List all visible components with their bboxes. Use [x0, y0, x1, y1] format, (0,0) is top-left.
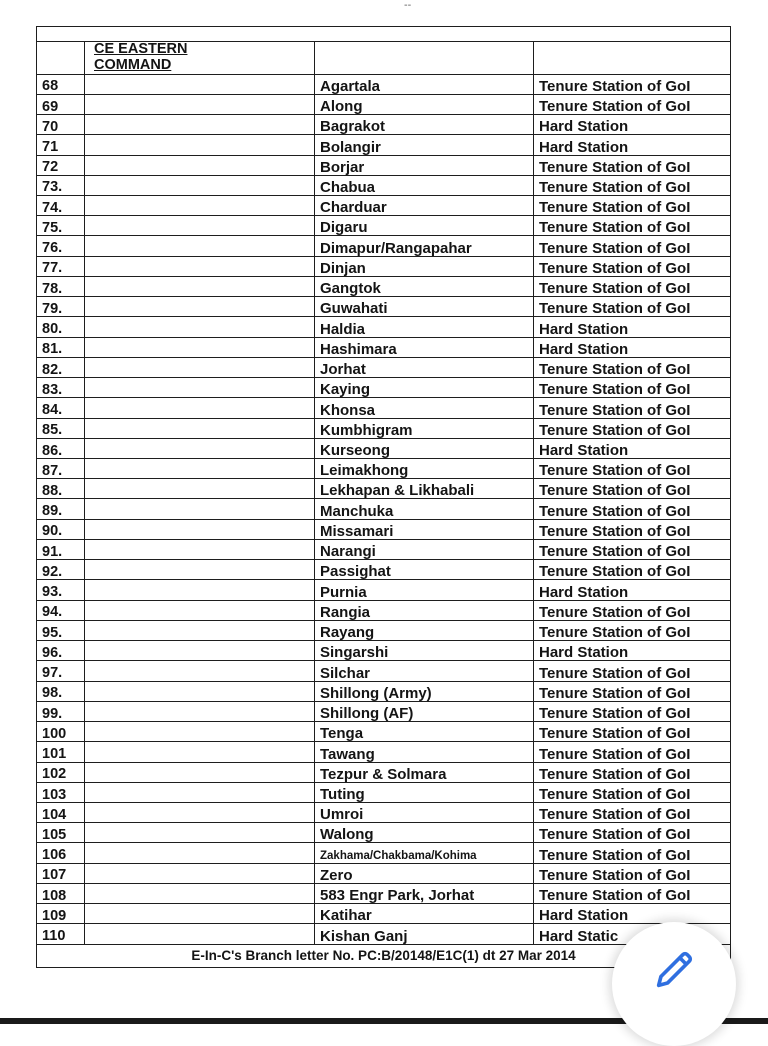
row-number: 95.	[37, 620, 85, 640]
row-number: 80.	[37, 317, 85, 337]
station-name: Purnia	[315, 580, 534, 600]
station-classification: Tenure Station of GoI	[534, 863, 731, 883]
command-cell	[85, 701, 315, 721]
command-cell	[85, 904, 315, 924]
station-classification: Tenure Station of GoI	[534, 418, 731, 438]
command-cell	[85, 762, 315, 782]
row-number: 73.	[37, 175, 85, 195]
row-number: 107	[37, 863, 85, 883]
command-cell	[85, 620, 315, 640]
station-name: Tawang	[315, 742, 534, 762]
edit-button[interactable]	[612, 922, 736, 1046]
command-cell	[85, 337, 315, 357]
row-number: 109	[37, 904, 85, 924]
station-name: Katihar	[315, 904, 534, 924]
station-name: Passighat	[315, 560, 534, 580]
station-name: Bagrakot	[315, 115, 534, 135]
station-name: Chabua	[315, 175, 534, 195]
station-name: Narangi	[315, 539, 534, 559]
table-row	[37, 74, 731, 94]
station-name: Tuting	[315, 782, 534, 802]
table-row	[37, 155, 731, 175]
station-name: Zero	[315, 863, 534, 883]
row-number: 94.	[37, 600, 85, 620]
station-name: Charduar	[315, 195, 534, 215]
table-row	[37, 883, 731, 903]
row-number: 81.	[37, 337, 85, 357]
command-cell	[85, 459, 315, 479]
station-name: Guwahati	[315, 297, 534, 317]
row-number: 71	[37, 135, 85, 155]
row-number: 72	[37, 155, 85, 175]
station-name: Bolangir	[315, 135, 534, 155]
command-cell	[85, 580, 315, 600]
row-number: 85.	[37, 418, 85, 438]
table-row	[37, 823, 731, 843]
station-classification: Tenure Station of GoI	[534, 499, 731, 519]
station-classification: Hard Station	[534, 904, 731, 924]
command-cell	[85, 843, 315, 863]
station-name: 583 Engr Park, Jorhat	[315, 883, 534, 903]
row-number: 105	[37, 823, 85, 843]
row-number: 70	[37, 115, 85, 135]
command-cell	[85, 924, 315, 944]
command-cell	[85, 74, 315, 94]
table-row	[37, 560, 731, 580]
command-cell	[85, 560, 315, 580]
table-row	[37, 681, 731, 701]
station-table	[36, 26, 731, 968]
station-classification: Tenure Station of GoI	[534, 357, 731, 377]
station-name: Agartala	[315, 74, 534, 94]
station-name: Shillong (Army)	[315, 681, 534, 701]
table-row	[37, 620, 731, 640]
station-classification: Tenure Station of GoI	[534, 539, 731, 559]
command-cell	[85, 539, 315, 559]
row-number: 78.	[37, 276, 85, 296]
row-number: 83.	[37, 378, 85, 398]
command-cell	[85, 600, 315, 620]
table-row	[37, 843, 731, 863]
station-name: Gangtok	[315, 276, 534, 296]
row-number: 75.	[37, 216, 85, 236]
station-classification: Tenure Station of GoI	[534, 600, 731, 620]
row-number: 98.	[37, 681, 85, 701]
table-top-strip	[37, 27, 731, 42]
table-row	[37, 701, 731, 721]
station-classification: Hard Station	[534, 115, 731, 135]
station-classification: Tenure Station of GoI	[534, 782, 731, 802]
station-name: Missamari	[315, 519, 534, 539]
station-classification: Hard Station	[534, 317, 731, 337]
table-row	[37, 803, 731, 823]
row-number: 96.	[37, 641, 85, 661]
command-cell	[85, 681, 315, 701]
station-name: Rangia	[315, 600, 534, 620]
station-classification: Tenure Station of GoI	[534, 378, 731, 398]
station-classification: Tenure Station of GoI	[534, 256, 731, 276]
table-row	[37, 337, 731, 357]
table-row	[37, 195, 731, 215]
table-row	[37, 904, 731, 924]
footer-reference: E-In-C's Branch letter No. PC:B/20148/E1C(1) dt 27 Mar 2014	[37, 944, 731, 967]
station-name: Singarshi	[315, 641, 534, 661]
row-number: 100	[37, 722, 85, 742]
row-number: 99.	[37, 701, 85, 721]
table-row	[37, 236, 731, 256]
command-cell	[85, 519, 315, 539]
station-classification: Hard Static	[534, 924, 731, 944]
row-number: 89.	[37, 499, 85, 519]
command-cell	[85, 782, 315, 802]
command-cell	[85, 276, 315, 296]
station-name: Dinjan	[315, 256, 534, 276]
table-row	[37, 722, 731, 742]
command-cell	[85, 398, 315, 418]
station-classification: Tenure Station of GoI	[534, 297, 731, 317]
station-name: Shillong (AF)	[315, 701, 534, 721]
row-number: 103	[37, 782, 85, 802]
station-classification: Tenure Station of GoI	[534, 560, 731, 580]
row-number: 108	[37, 883, 85, 903]
station-name: Hashimara	[315, 337, 534, 357]
station-name: Zakhama/Chakbama/Kohima	[315, 843, 534, 863]
table-row	[37, 398, 731, 418]
station-classification: Hard Station	[534, 337, 731, 357]
row-number: 68	[37, 74, 85, 94]
command-cell	[85, 297, 315, 317]
station-name: Walong	[315, 823, 534, 843]
station-name: Umroi	[315, 803, 534, 823]
station-name: Dimapur/Rangapahar	[315, 236, 534, 256]
station-classification: Tenure Station of GoI	[534, 722, 731, 742]
station-classification: Hard Station	[534, 641, 731, 661]
row-number: 82.	[37, 357, 85, 377]
station-name: Borjar	[315, 155, 534, 175]
command-cell	[85, 863, 315, 883]
table-row	[37, 479, 731, 499]
station-classification: Tenure Station of GoI	[534, 681, 731, 701]
table-row	[37, 175, 731, 195]
table-row	[37, 378, 731, 398]
station-classification: Hard Station	[534, 135, 731, 155]
row-number: 88.	[37, 479, 85, 499]
table-row	[37, 499, 731, 519]
command-heading-line-2: COMMAND	[94, 56, 172, 73]
table-row	[37, 256, 731, 276]
command-cell	[85, 216, 315, 236]
station-classification: Tenure Station of GoI	[534, 742, 731, 762]
command-cell	[85, 883, 315, 903]
station-name: Silchar	[315, 661, 534, 681]
table-row	[37, 580, 731, 600]
table-row	[37, 519, 731, 539]
table-row	[37, 742, 731, 762]
station-classification: Tenure Station of GoI	[534, 459, 731, 479]
command-cell	[85, 823, 315, 843]
station-classification: Tenure Station of GoI	[534, 94, 731, 114]
station-classification: Tenure Station of GoI	[534, 519, 731, 539]
command-cell	[85, 317, 315, 337]
top-mark: --	[404, 0, 412, 11]
row-number: 102	[37, 762, 85, 782]
station-name: Kumbhigram	[315, 418, 534, 438]
station-name: Leimakhong	[315, 459, 534, 479]
table-row	[37, 641, 731, 661]
table-row	[37, 94, 731, 114]
station-classification: Tenure Station of GoI	[534, 236, 731, 256]
row-number: 91.	[37, 539, 85, 559]
table-row	[37, 115, 731, 135]
row-number: 97.	[37, 661, 85, 681]
command-cell	[85, 175, 315, 195]
station-name: Digaru	[315, 216, 534, 236]
station-classification: Tenure Station of GoI	[534, 661, 731, 681]
command-cell	[85, 135, 315, 155]
command-cell	[85, 195, 315, 215]
station-name: Kaying	[315, 378, 534, 398]
command-cell	[85, 499, 315, 519]
table-row	[37, 418, 731, 438]
station-name: Tezpur & Solmara	[315, 762, 534, 782]
station-name: Along	[315, 94, 534, 114]
row-number: 87.	[37, 459, 85, 479]
station-name: Haldia	[315, 317, 534, 337]
command-cell	[85, 357, 315, 377]
station-name: Kishan Ganj	[315, 924, 534, 944]
table-row	[37, 438, 731, 458]
station-name: Khonsa	[315, 398, 534, 418]
command-cell	[85, 155, 315, 175]
row-number: 76.	[37, 236, 85, 256]
command-cell	[85, 641, 315, 661]
command-cell	[85, 722, 315, 742]
command-cell	[85, 115, 315, 135]
station-name: Rayang	[315, 620, 534, 640]
table-row	[37, 317, 731, 337]
row-number: 69	[37, 94, 85, 114]
station-name: Jorhat	[315, 357, 534, 377]
row-number: 101	[37, 742, 85, 762]
table-row	[37, 216, 731, 236]
station-classification: Tenure Station of GoI	[534, 155, 731, 175]
station-classification: Tenure Station of GoI	[534, 620, 731, 640]
station-classification: Tenure Station of GoI	[534, 398, 731, 418]
table-row	[37, 762, 731, 782]
station-classification: Tenure Station of GoI	[534, 175, 731, 195]
station-classification: Tenure Station of GoI	[534, 74, 731, 94]
row-number: 77.	[37, 256, 85, 276]
table-row	[37, 924, 731, 944]
station-name: Kurseong	[315, 438, 534, 458]
table-row	[37, 863, 731, 883]
command-cell	[85, 742, 315, 762]
command-header-row	[37, 42, 731, 75]
station-classification: Tenure Station of GoI	[534, 216, 731, 236]
table-row	[37, 357, 731, 377]
table-row	[37, 276, 731, 296]
row-number: 79.	[37, 297, 85, 317]
table-row	[37, 661, 731, 681]
table-row	[37, 782, 731, 802]
command-cell	[85, 256, 315, 276]
row-number: 84.	[37, 398, 85, 418]
station-classification: Tenure Station of GoI	[534, 701, 731, 721]
command-heading	[85, 42, 315, 75]
table-row	[37, 297, 731, 317]
row-number: 110	[37, 924, 85, 944]
table-row	[37, 600, 731, 620]
command-cell	[85, 438, 315, 458]
row-number: 92.	[37, 560, 85, 580]
station-classification: Hard Station	[534, 438, 731, 458]
row-number: 104	[37, 803, 85, 823]
station-classification: Tenure Station of GoI	[534, 195, 731, 215]
station-classification: Tenure Station of GoI	[534, 883, 731, 903]
station-name: Lekhapan & Likhabali	[315, 479, 534, 499]
table-row	[37, 135, 731, 155]
command-cell	[85, 661, 315, 681]
row-number: 86.	[37, 438, 85, 458]
command-heading-line-1: CE EASTERN	[94, 41, 188, 57]
command-cell	[85, 418, 315, 438]
row-number: 74.	[37, 195, 85, 215]
command-cell	[85, 803, 315, 823]
row-number: 106	[37, 843, 85, 863]
station-classification: Tenure Station of GoI	[534, 843, 731, 863]
station-classification: Hard Station	[534, 580, 731, 600]
station-classification: Tenure Station of GoI	[534, 276, 731, 296]
command-cell	[85, 236, 315, 256]
station-classification: Tenure Station of GoI	[534, 803, 731, 823]
station-classification: Tenure Station of GoI	[534, 823, 731, 843]
command-cell	[85, 479, 315, 499]
command-cell	[85, 94, 315, 114]
row-number: 90.	[37, 519, 85, 539]
table-row	[37, 539, 731, 559]
pencil-icon	[651, 947, 697, 993]
table-row	[37, 459, 731, 479]
station-classification: Tenure Station of GoI	[534, 762, 731, 782]
station-name: Tenga	[315, 722, 534, 742]
row-number: 93.	[37, 580, 85, 600]
station-classification: Tenure Station of GoI	[534, 479, 731, 499]
station-name: Manchuka	[315, 499, 534, 519]
command-cell	[85, 378, 315, 398]
